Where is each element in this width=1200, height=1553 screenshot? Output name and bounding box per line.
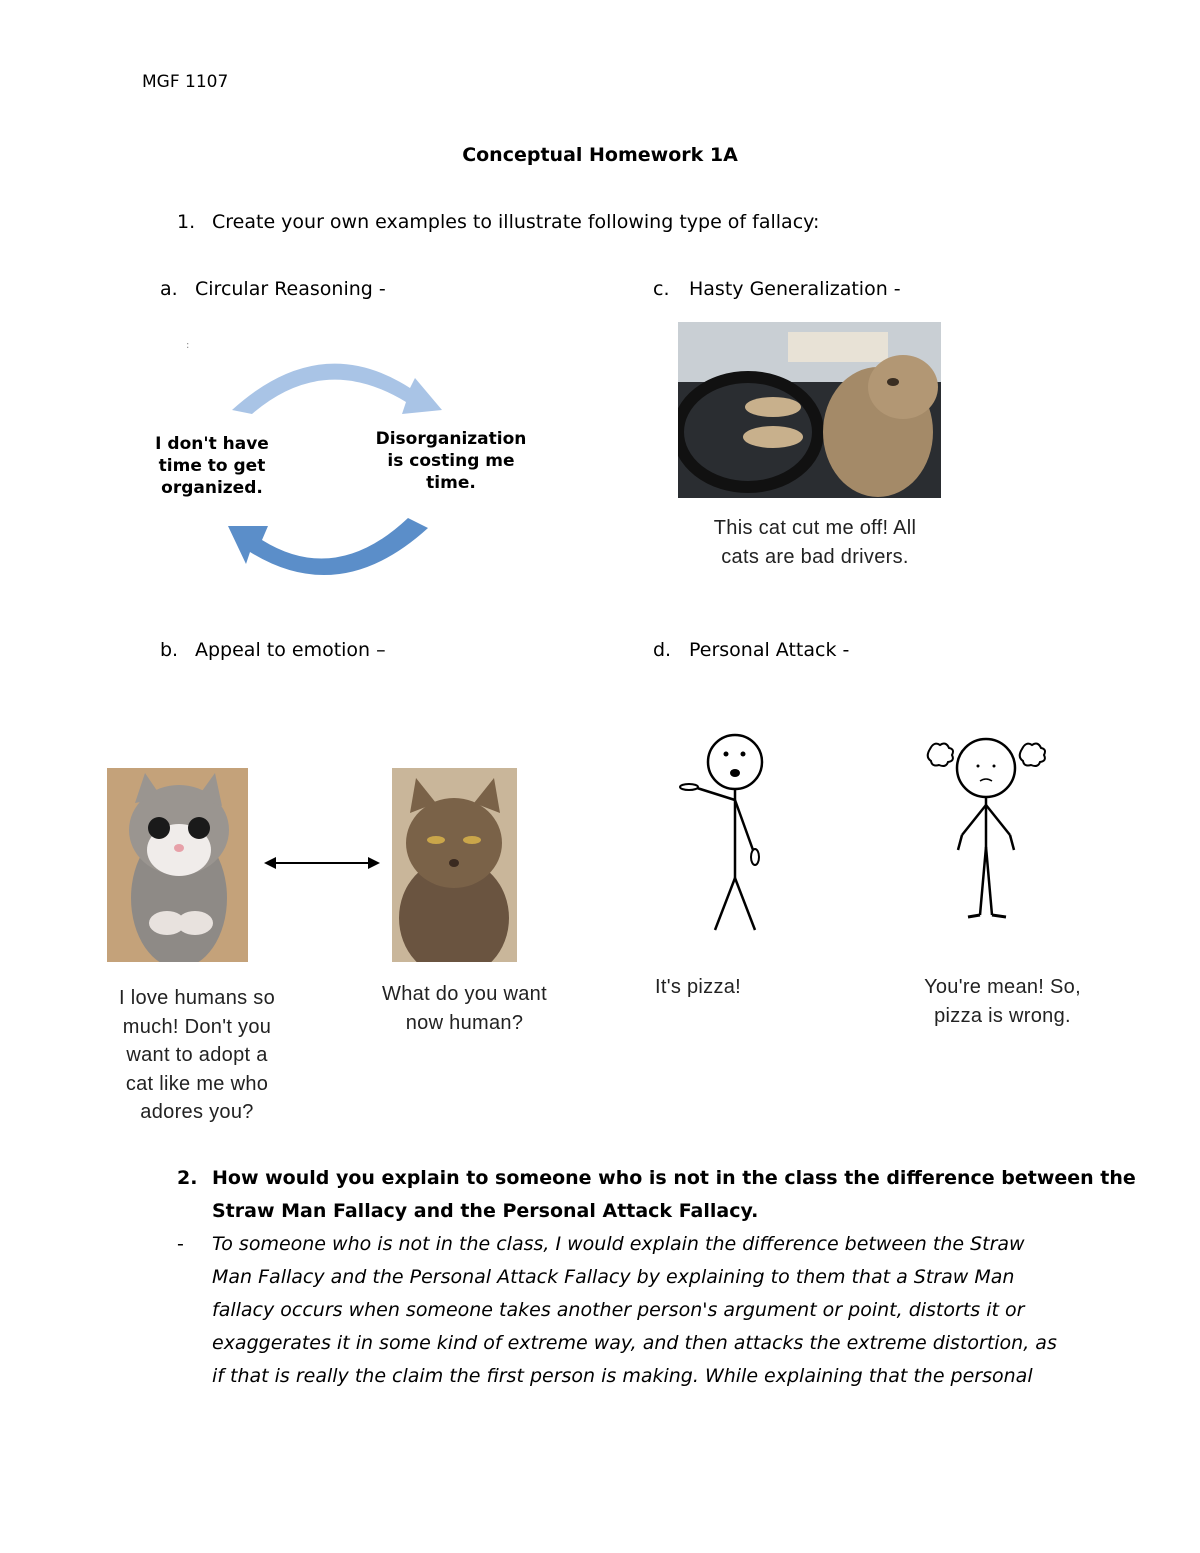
stray-mark: : [186, 340, 190, 351]
cycle-right-text: Disorganization is costing me time. [375, 429, 527, 493]
top-cycle-arrow [232, 364, 442, 414]
item-d-caption-left: It's pizza! [655, 976, 742, 998]
item-c-letter: c. [653, 278, 670, 300]
item-a-label: Circular Reasoning - [195, 278, 386, 300]
course-code: MGF 1107 [142, 72, 229, 92]
stick-figure-speaker [675, 730, 775, 935]
item-c-label: Hasty Generalization - [689, 278, 901, 300]
item-b-caption-left: I love humans so much! Don't you want to adopt a cat like me who adores you? [119, 987, 275, 1123]
item-b-label: Appeal to emotion – [195, 639, 386, 661]
item-c-caption: This cat cut me off! All cats are bad drivers. [713, 517, 917, 568]
grumpy-cat-photo [392, 768, 517, 962]
double-headed-arrow [262, 853, 382, 873]
question-2-text: How would you explain to someone who is not in the class the difference between the Straw Man Fallacy and the Personal Attack Fallacy. [212, 1167, 1136, 1222]
bottom-cycle-arrow [228, 518, 428, 575]
question-2-answer: To someone who is not in the class, I would explain the difference between the Straw Man Fallacy and the Personal Attack Fallacy by explaining to them that a Straw Man fallacy occurs when someone takes another person's argument or point, distorts it or exaggerates it in some kind of extreme way, and then attacks the extreme distortion, as if that is really the claim the first person is making. While explaining that the personal [212, 1233, 1057, 1387]
kitten-photo [107, 768, 248, 962]
item-b-letter: b. [160, 639, 179, 661]
item-d-letter: d. [653, 639, 672, 661]
item-b-caption-right: What do you want now human? [382, 983, 547, 1034]
page-title: Conceptual Homework 1A [462, 144, 738, 166]
question-1-number: 1. [177, 211, 196, 233]
question-1-text: Create your own examples to illustrate following type of fallacy: [212, 211, 820, 233]
cycle-left-text: I don't have time to get organized. [155, 434, 269, 498]
item-d-label: Personal Attack - [689, 639, 850, 661]
stick-figure-angry [922, 735, 1052, 925]
cat-driving-photo [678, 322, 941, 498]
item-a-letter: a. [160, 278, 178, 300]
item-d-caption-right: You're mean! So, pizza is wrong. [924, 976, 1081, 1027]
answer-dash: - [177, 1233, 184, 1255]
question-2-number: 2. [177, 1167, 198, 1189]
